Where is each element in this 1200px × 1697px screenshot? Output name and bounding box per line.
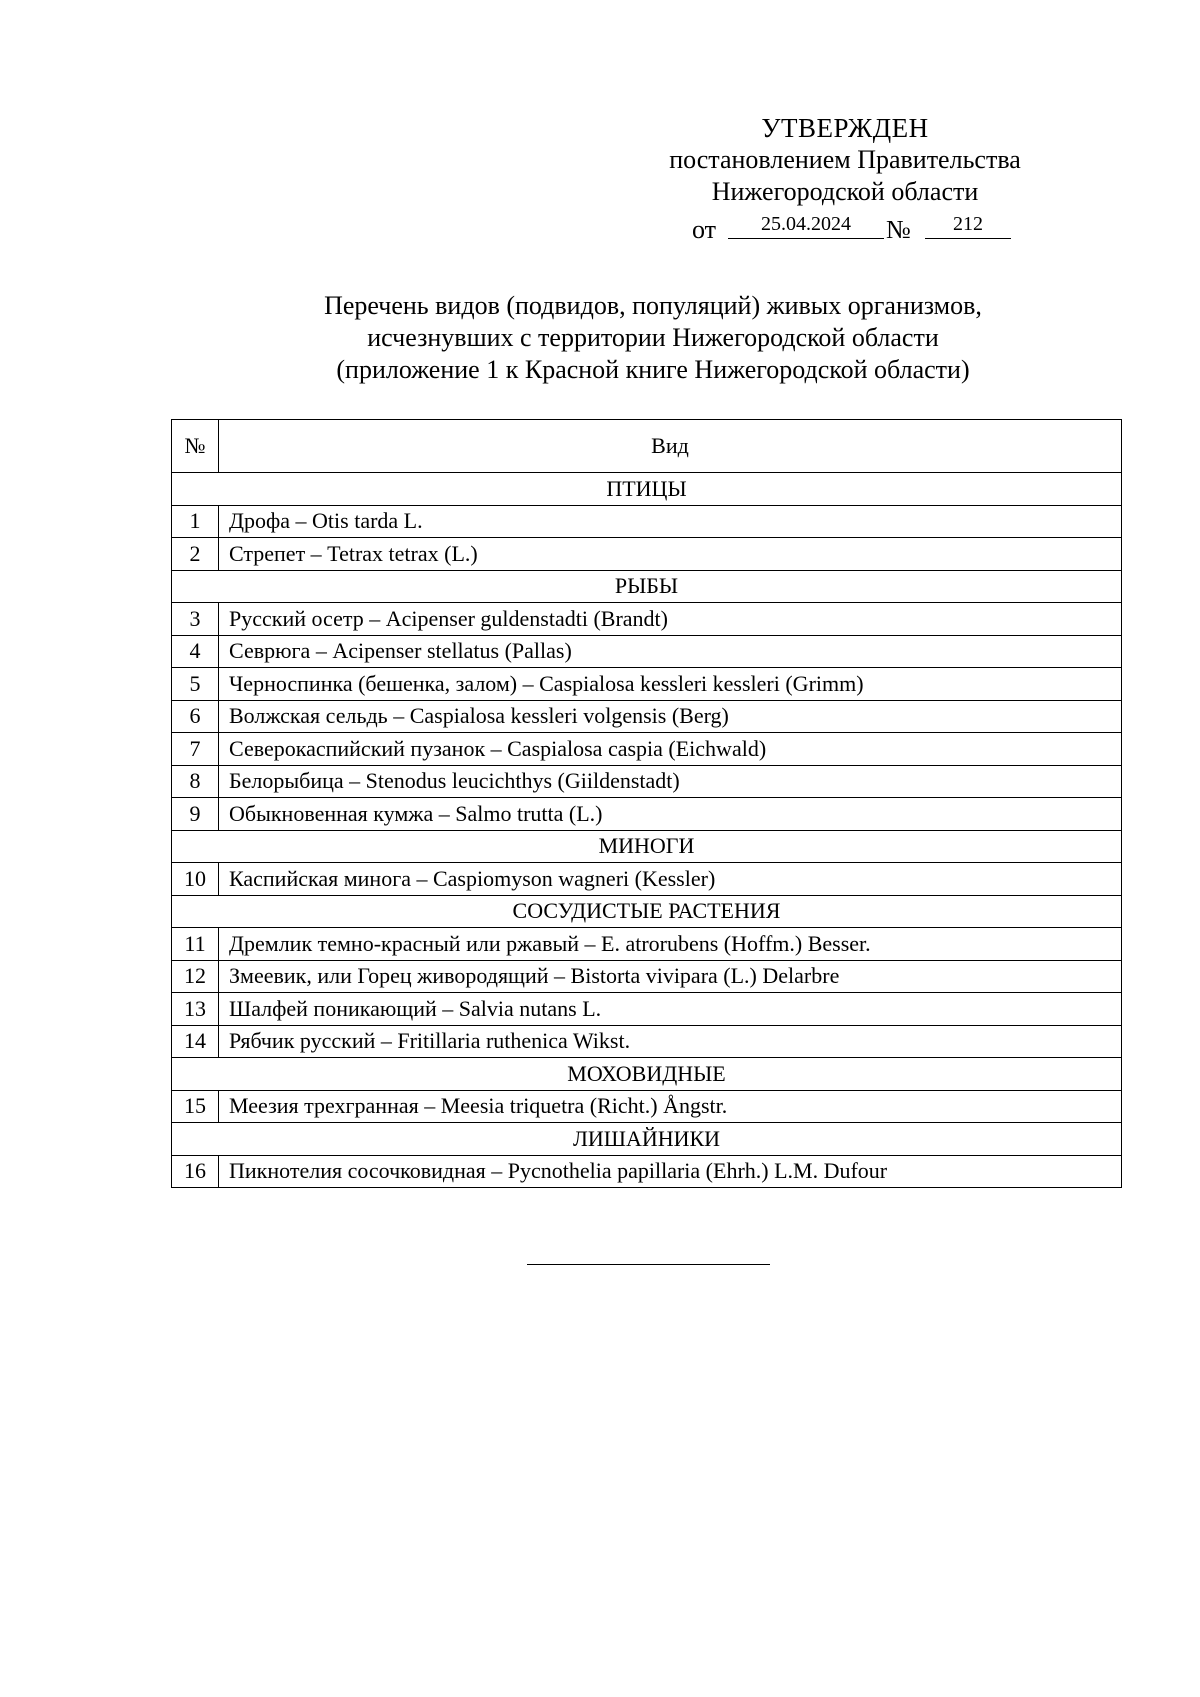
species-table-body — [172, 473, 1122, 1188]
table-row — [172, 1090, 1122, 1123]
row-number: 9 — [172, 798, 219, 831]
section-row — [172, 1058, 1122, 1091]
section-row — [172, 1123, 1122, 1156]
table-row — [172, 798, 1122, 831]
approval-line-region: Нижегородской области — [711, 177, 979, 206]
species-name: Севрюга – Acipenser stellatus (Pallas) — [219, 635, 1122, 668]
header-number: № — [172, 420, 219, 473]
section-heading: МОХОВИДНЫЕ — [172, 1058, 1122, 1091]
section-row — [172, 570, 1122, 603]
species-name: Стрепет – Tetrax tetrax (L.) — [219, 538, 1122, 571]
section-heading: РЫБЫ — [172, 570, 1122, 603]
table-row — [172, 863, 1122, 896]
document-title-line-2: исчезнувших с территории Нижегородской области — [367, 323, 939, 352]
table-row — [172, 668, 1122, 701]
table-row — [172, 635, 1122, 668]
approval-title: УТВЕРЖДЕН — [761, 113, 929, 143]
document-title-line-1: Перечень видов (подвидов, популяций) живых организмов, — [324, 291, 982, 320]
table-row — [172, 1155, 1122, 1188]
approval-line-government: постановлением Правительства — [669, 145, 1021, 174]
species-name: Дремлик темно-красный или ржавый – E. atrorubens (Hoffm.) Besser. — [219, 928, 1122, 961]
row-number: 12 — [172, 960, 219, 993]
species-table — [171, 419, 1122, 1188]
row-number: 8 — [172, 765, 219, 798]
section-heading: ЛИШАЙНИКИ — [172, 1123, 1122, 1156]
section-heading: СОСУДИСТЫЕ РАСТЕНИЯ — [172, 895, 1122, 928]
species-name: Рябчик русский – Fritillaria ruthenica Wikst. — [219, 1025, 1122, 1058]
header-species: Вид — [219, 420, 1122, 473]
table-row — [172, 733, 1122, 766]
row-number: 4 — [172, 635, 219, 668]
number-sign: № — [886, 215, 911, 244]
document-title — [160, 290, 1146, 386]
species-name: Волжская сельдь – Caspialosa kessleri volgensis (Berg) — [219, 700, 1122, 733]
row-number: 10 — [172, 863, 219, 896]
row-number: 5 — [172, 668, 219, 701]
table-row — [172, 538, 1122, 571]
row-number: 11 — [172, 928, 219, 961]
row-number: 1 — [172, 505, 219, 538]
table-row — [172, 505, 1122, 538]
table-row — [172, 603, 1122, 636]
table-row — [172, 765, 1122, 798]
row-number: 16 — [172, 1155, 219, 1188]
table-row — [172, 993, 1122, 1026]
row-number: 7 — [172, 733, 219, 766]
species-name: Русский осетр – Acipenser guldenstadti (Brandt) — [219, 603, 1122, 636]
row-number: 15 — [172, 1090, 219, 1123]
species-name: Белорыбица – Stenodus leucichthys (Giildenstadt) — [219, 765, 1122, 798]
table-header-row — [172, 420, 1122, 473]
species-name: Северокаспийский пузанок – Caspialosa caspia (Eichwald) — [219, 733, 1122, 766]
row-number: 14 — [172, 1025, 219, 1058]
table-row — [172, 928, 1122, 961]
table-row — [172, 700, 1122, 733]
section-heading: МИНОГИ — [172, 830, 1122, 863]
species-name: Каспийская минога – Caspiomyson wagneri (Kessler) — [219, 863, 1122, 896]
approval-date-line — [640, 210, 1050, 244]
approval-number: 212 — [925, 210, 1011, 239]
table-row — [172, 1025, 1122, 1058]
section-heading: ПТИЦЫ — [172, 473, 1122, 506]
row-number: 13 — [172, 993, 219, 1026]
row-number: 2 — [172, 538, 219, 571]
species-name: Пикнотелия сосочковидная – Pycnothelia papillaria (Ehrh.) L.M. Dufour — [219, 1155, 1122, 1188]
table-row — [172, 960, 1122, 993]
species-name: Шалфей поникающий – Salvia nutans L. — [219, 993, 1122, 1026]
end-divider — [527, 1264, 770, 1265]
section-row — [172, 473, 1122, 506]
species-name: Змеевик, или Горец живородящий – Bistorta vivipara (L.) Delarbre — [219, 960, 1122, 993]
document-title-line-3: (приложение 1 к Красной книге Нижегородской области) — [336, 355, 970, 384]
approval-stamp — [640, 112, 1050, 244]
species-name: Черноспинка (бешенка, залом) – Caspialosa kessleri kessleri (Grimm) — [219, 668, 1122, 701]
section-row — [172, 895, 1122, 928]
row-number: 6 — [172, 700, 219, 733]
approval-date: 25.04.2024 — [728, 210, 884, 239]
species-name: Меезия трехгранная – Meesia triquetra (Richt.) Ångstr. — [219, 1090, 1122, 1123]
row-number: 3 — [172, 603, 219, 636]
species-name: Обыкновенная кумжа – Salmo trutta (L.) — [219, 798, 1122, 831]
section-row — [172, 830, 1122, 863]
date-prefix: от — [692, 215, 717, 244]
species-name: Дрофа – Otis tarda L. — [219, 505, 1122, 538]
